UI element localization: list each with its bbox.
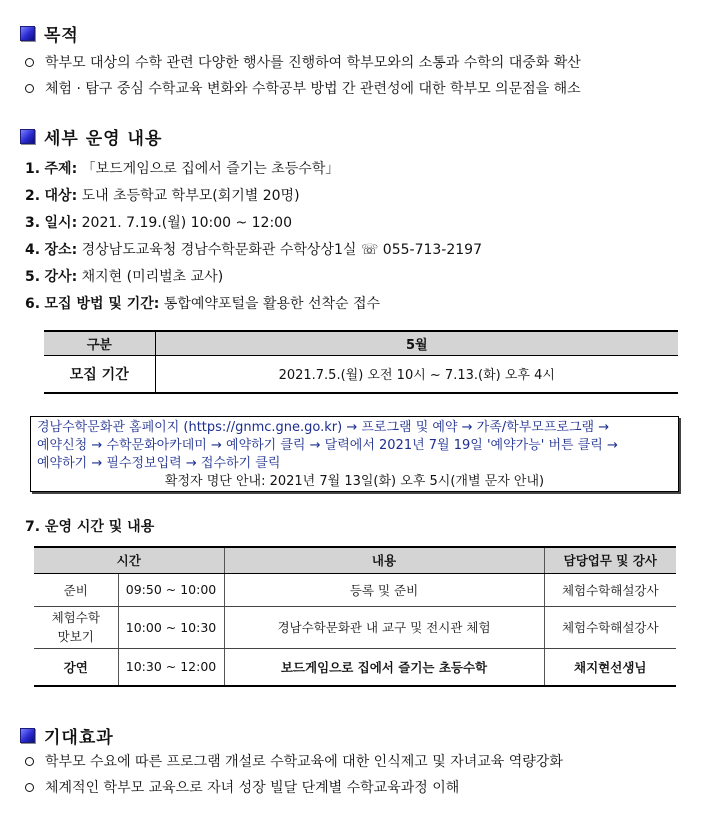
- section-title: 기대효과: [44, 728, 114, 748]
- item-number: 4.: [25, 242, 41, 258]
- detail-item-topic: [25, 158, 339, 178]
- bullet-text: 체험 · 탐구 중심 수학교육 변화와 수학공부 방법 간 관련성에 대한 학부모 의문점을 해소: [45, 81, 581, 97]
- item-label: 일시:: [44, 215, 78, 231]
- table-cell: 09:50 ~ 10:00: [118, 573, 224, 606]
- schedule-title-text: 7. 운영 시간 및 내용: [25, 519, 155, 535]
- schedule-title: [25, 516, 154, 536]
- detail-item-instructor: [25, 266, 223, 286]
- section-title: 목적: [44, 26, 79, 46]
- item-number: 1.: [25, 161, 41, 177]
- table-cell: 체험수학 맛보기: [34, 606, 118, 648]
- circle-bullet-icon: [25, 783, 34, 792]
- table-cell: 등록 및 준비: [224, 573, 544, 606]
- table-header-row: [34, 547, 676, 573]
- purpose-bullet: [25, 78, 581, 98]
- square-bullet-icon: [20, 26, 35, 41]
- table-cell: 2021.7.5.(월) 오전 10시 ~ 7.13.(화) 오후 4시: [155, 355, 678, 393]
- table-cell: 채지현선생님: [544, 648, 676, 686]
- item-value: 「보드게임으로 집에서 즐기는 초등수학」: [81, 161, 340, 177]
- item-number: 5.: [25, 269, 41, 285]
- detail-item-recruit: [25, 293, 380, 313]
- bullet-text: 체계적인 학부모 교육으로 자녀 성장 빌달 단계별 수학교육과정 이해: [45, 780, 460, 796]
- item-value: 도내 초등학교 학부모(회기별 20명): [81, 188, 300, 204]
- item-label: 강사:: [44, 269, 78, 285]
- notice-line: 예약하기 → 필수정보입력 → 접수하기 클릭: [37, 456, 281, 471]
- table-cell: 경남수학문화관 내 교구 및 전시관 체험: [224, 606, 544, 648]
- table-header-cell: 내용: [224, 547, 544, 573]
- detail-item-target: [25, 185, 300, 205]
- notice-line: 경남수학문화관 홈페이지 (https://gnmc.gne.go.kr) → 프로그램 및 예약 → 가족/학부모프로그램 →: [37, 420, 610, 435]
- section-effects-heading: [20, 723, 114, 748]
- table-cell: 준비: [34, 573, 118, 606]
- notice-line: 예약신청 → 수학문화아카데미 → 예약하기 클릭 → 달력에서 2021년 7월 19일 '예약가능' 버튼 클릭 →: [37, 438, 618, 453]
- circle-bullet-icon: [25, 84, 34, 93]
- table-cell: 체험수학해설강사: [544, 606, 676, 648]
- effects-bullet: [25, 777, 459, 797]
- item-number: 3.: [25, 215, 41, 231]
- item-value: 2021. 7.19.(월) 10:00 ~ 12:00: [81, 215, 292, 231]
- section-purpose-heading: [20, 21, 79, 46]
- table-cell: 모집 기간: [44, 355, 155, 393]
- table-cell: 10:30 ~ 12:00: [118, 648, 224, 686]
- square-bullet-icon: [20, 728, 35, 743]
- table-cell: 보드게임으로 집에서 즐기는 초등수학: [224, 648, 544, 686]
- section-title: 세부 운영 내용: [44, 129, 163, 149]
- item-value: 통합예약포털을 활용한 선착순 접수: [163, 296, 381, 312]
- detail-item-datetime: [25, 212, 292, 232]
- schedule-table: [34, 546, 676, 687]
- table-header-row: [44, 331, 678, 355]
- table-row: [34, 606, 676, 648]
- item-label: 대상:: [44, 188, 78, 204]
- item-label: 모집 방법 및 기간:: [44, 296, 160, 312]
- notice-confirm-line: 확정자 명단 안내: 2021년 7월 13일(화) 오후 5시(개별 문자 안내): [164, 474, 545, 489]
- circle-bullet-icon: [25, 757, 34, 766]
- table-header-cell: 구분: [44, 331, 155, 355]
- effects-bullet: [25, 751, 563, 771]
- bullet-text: 학부모 수요에 따른 프로그램 개설로 수학교육에 대한 인식제고 및 자녀교육 역량강화: [45, 754, 563, 770]
- item-number: 2.: [25, 188, 41, 204]
- item-label: 주제:: [44, 161, 78, 177]
- table-header-cell: 시간: [34, 547, 224, 573]
- circle-bullet-icon: [25, 58, 34, 67]
- table-row: [34, 648, 676, 686]
- table-header-cell: 5월: [155, 331, 678, 355]
- section-details-heading: [20, 124, 162, 149]
- item-number: 6.: [25, 296, 41, 312]
- item-value: 채지현 (미리벌초 교사): [81, 269, 224, 285]
- detail-item-place: [25, 239, 482, 259]
- table-cell: 체험수학해설강사: [544, 573, 676, 606]
- reservation-notice-box: [30, 416, 679, 492]
- item-value: 경상남도교육청 경남수학문화관 수학상상1실 ☏ 055-713-2197: [81, 242, 482, 258]
- purpose-bullet: [25, 52, 581, 72]
- bullet-text: 학부모 대상의 수학 관련 다양한 행사를 진행하여 학부모와의 소통과 수학의 대중화 확산: [45, 55, 581, 71]
- table-row: [44, 355, 678, 393]
- table-header-cell: 담당업무 및 강사: [544, 547, 676, 573]
- recruit-period-table: [44, 330, 678, 394]
- item-label: 장소:: [44, 242, 78, 258]
- table-row: [34, 573, 676, 606]
- square-bullet-icon: [20, 129, 35, 144]
- table-cell: 10:00 ~ 10:30: [118, 606, 224, 648]
- table-cell: 강연: [34, 648, 118, 686]
